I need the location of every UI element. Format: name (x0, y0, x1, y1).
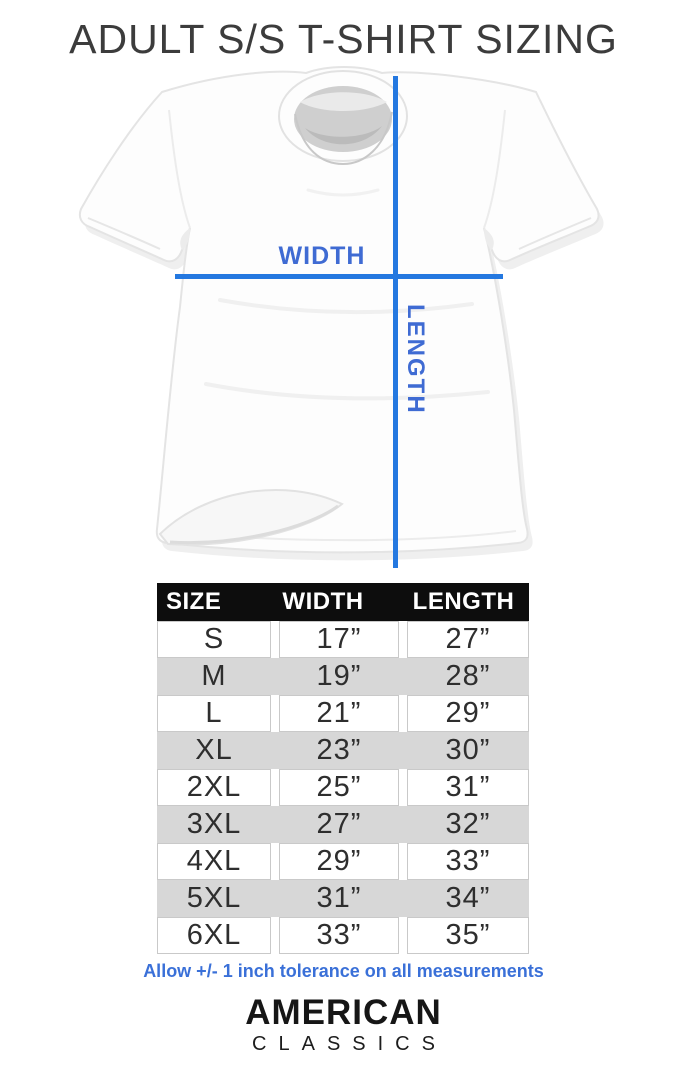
length-cell: 27” (407, 621, 529, 658)
page-title: ADULT S/S T-SHIRT SIZING (69, 16, 618, 62)
size-row-3xl (157, 806, 529, 843)
width-measure-line (175, 274, 503, 279)
header-cell-width: WIDTH (282, 588, 364, 615)
width-cell: 23” (316, 734, 362, 766)
size-row-s (157, 621, 529, 658)
size-cell: M (201, 660, 227, 692)
size-cell: 2XL (157, 769, 271, 806)
header-cell-size: SIZE (166, 588, 222, 615)
width-cell: 17” (279, 621, 399, 658)
length-cell: 33” (407, 843, 529, 880)
size-row-5xl (157, 880, 529, 917)
size-cell: 4XL (157, 843, 271, 880)
size-cell: 5XL (186, 882, 242, 914)
width-cell: 25” (279, 769, 399, 806)
size-cell: L (157, 695, 271, 732)
size-row-4xl (157, 843, 529, 880)
tshirt-photo (70, 62, 610, 574)
size-cell: 3XL (186, 808, 242, 840)
length-cell: 31” (407, 769, 529, 806)
length-measure-line (393, 76, 398, 568)
width-label: WIDTH (278, 242, 366, 270)
width-cell: 31” (316, 882, 362, 914)
brand-subtitle: CLASSICS (252, 1033, 447, 1055)
length-cell: 28” (445, 660, 491, 692)
width-cell: 21” (279, 695, 399, 732)
size-cell: S (157, 621, 271, 658)
length-cell: 30” (445, 734, 491, 766)
length-label: LENGTH (402, 304, 429, 415)
size-row-m (157, 658, 529, 695)
size-table (157, 583, 529, 954)
brand-logo (0, 995, 687, 1056)
length-cell: 35” (407, 917, 529, 954)
size-row-2xl (157, 769, 529, 806)
size-cell: 6XL (157, 917, 271, 954)
length-cell: 29” (407, 695, 529, 732)
size-row-l (157, 695, 529, 732)
header-cell-length: LENGTH (412, 588, 515, 615)
size-table-header (157, 583, 529, 621)
width-cell: 29” (279, 843, 399, 880)
size-row-6xl (157, 917, 529, 954)
size-row-xl (157, 732, 529, 769)
width-cell: 27” (316, 808, 362, 840)
width-cell: 19” (316, 660, 362, 692)
width-cell: 33” (279, 917, 399, 954)
length-cell: 32” (445, 808, 491, 840)
size-cell: XL (195, 734, 233, 766)
brand-name: AMERICAN (245, 993, 442, 1032)
length-cell: 34” (445, 882, 491, 914)
tolerance-note: Allow +/- 1 inch tolerance on all measurements (143, 961, 544, 981)
